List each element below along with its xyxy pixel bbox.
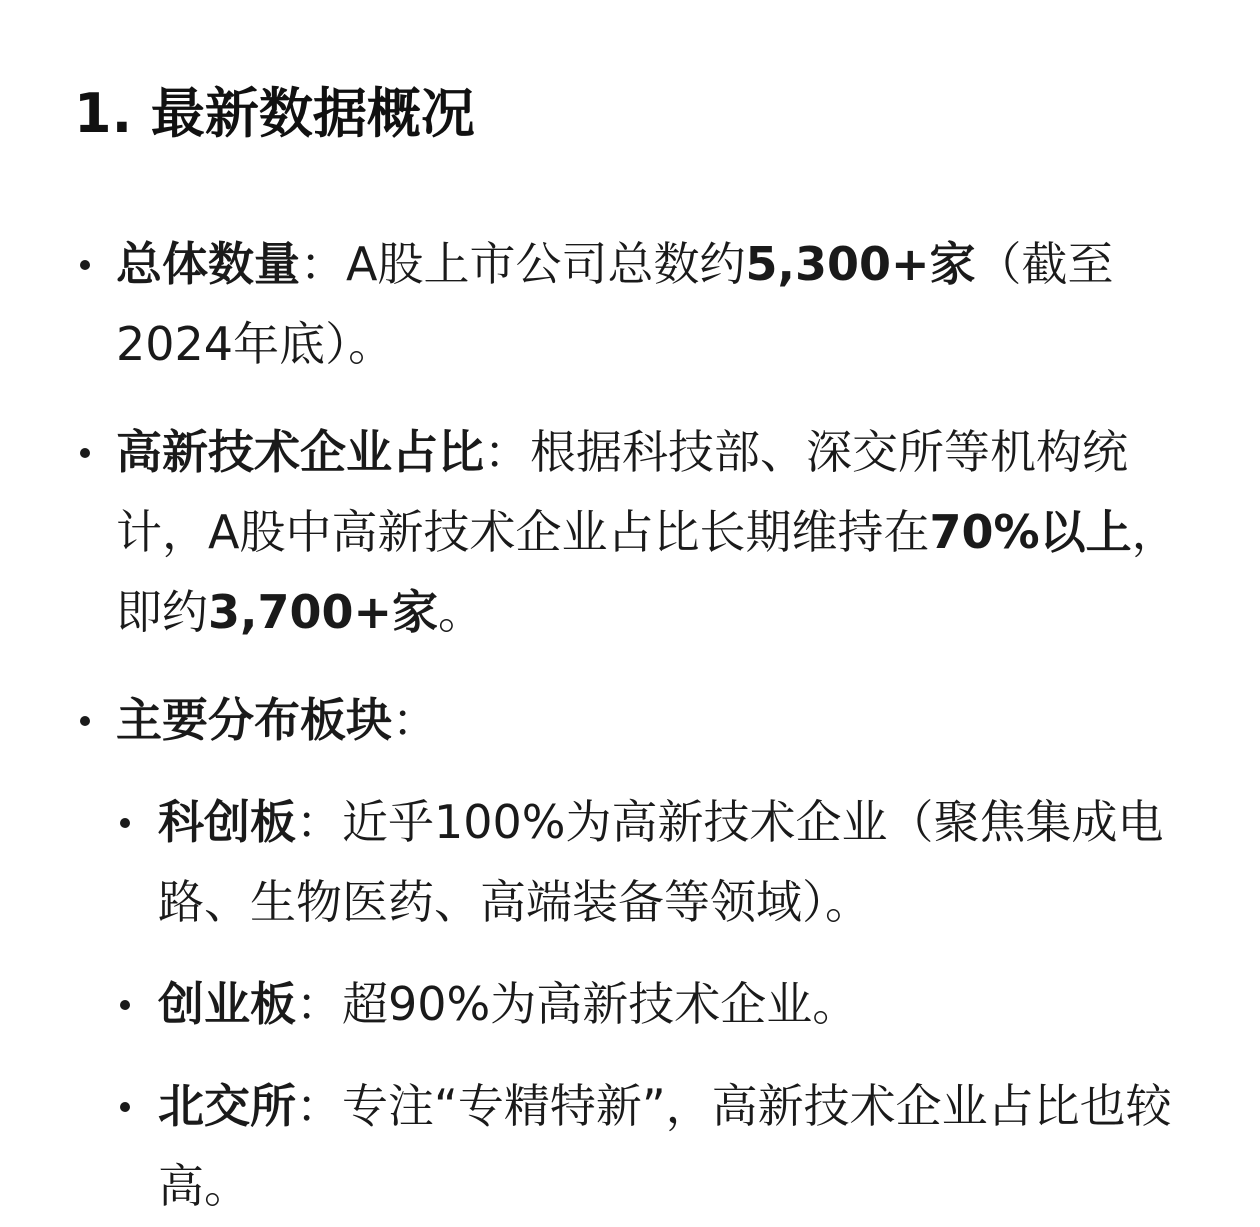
section-heading: 1. 最新数据概况	[74, 82, 475, 145]
list-item-main-boards	[74, 680, 1190, 1226]
term-main-boards: 主要分布板块	[116, 693, 392, 747]
separator: ：	[296, 795, 342, 849]
list-item-hightech-share	[74, 412, 1190, 652]
separator: ：	[484, 425, 530, 479]
term-chinext: 创业板	[158, 977, 296, 1031]
item-text: （截至2024年底）。	[116, 237, 1114, 371]
item-text: 近乎100%为高新技术企业（聚焦集成电路、生物医药、高端装备等领域）。	[158, 795, 1164, 929]
separator: ：	[300, 237, 346, 291]
item-text: 。	[438, 585, 485, 639]
separator: ：	[392, 693, 438, 747]
item-text: 专注“专精特新”，高新技术企业占比也较高。	[158, 1079, 1172, 1213]
highlight-value: 5,300+家	[745, 237, 976, 291]
overview-list	[74, 224, 1190, 1226]
item-text: ，即约	[116, 505, 1178, 639]
list-item-total-count	[74, 224, 1190, 384]
item-text: 超90%为高新技术企业。	[342, 977, 859, 1031]
term-bse: 北交所	[158, 1079, 296, 1133]
separator: ：	[296, 977, 342, 1031]
term-star-market: 科创板	[158, 795, 296, 849]
highlight-value: 70%以上	[929, 505, 1132, 559]
item-text: A股上市公司总数约	[346, 237, 746, 291]
separator: ：	[296, 1079, 342, 1133]
sublist-item-star-market	[116, 782, 1190, 942]
sublist-item-bse	[116, 1066, 1190, 1226]
boards-sublist	[116, 782, 1190, 1226]
term-total-count: 总体数量	[116, 237, 300, 291]
term-hightech-share: 高新技术企业占比	[116, 425, 484, 479]
item-text: 根据科技部、深交所等机构统计，A股中高新技术企业占比长期维持在	[116, 425, 1128, 559]
highlight-value: 3,700+家	[208, 585, 439, 639]
sublist-item-chinext	[116, 964, 1190, 1044]
